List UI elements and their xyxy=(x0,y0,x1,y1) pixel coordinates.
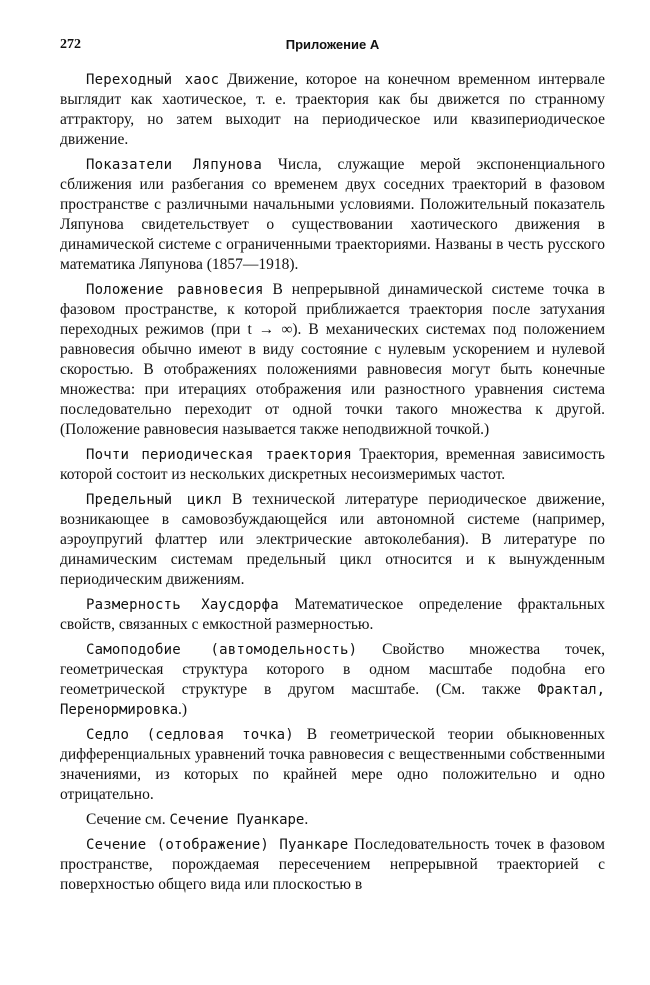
glossary-body xyxy=(60,70,605,900)
entry-definition: В непрерывной динамической системе точка в фазовом пространстве, к которой приближается траектория после затухания переходных режимов (при t → ∞). В механических системах под положением равновесия обычно имеют в виду состояние с нулевым ускорением и нулевой скоростью. В отображениях положениями равновесия могут быть конечные множества: при итерациях отображения или разностного уравнения система последовательно переходит от одной точки такого множества к другой. (Положение равновесия называется также неподвижной точкой.) xyxy=(60,281,605,438)
glossary-entry xyxy=(60,490,605,590)
glossary-entry xyxy=(60,70,605,150)
running-title: Приложение А xyxy=(285,37,380,52)
glossary-entry xyxy=(60,725,605,805)
entry-definition-end: .) xyxy=(178,701,188,718)
entry-term: Положение равновесия xyxy=(86,282,264,298)
entry-definition: В технической литературе периодическое движение, возникающее в самовозбуждающейся или автономной системе (например, аэроупругий флаттер или электрические автоколебания). В литературе по динамическим системам предельный цикл относится и к вынужденным периодическим движениям. xyxy=(60,491,606,588)
entry-term: Переходный хаос xyxy=(86,72,220,88)
entry-term: Самоподобие (автомодельность) xyxy=(86,642,358,658)
entry-cross-reference: Фрактал, Перенормировка xyxy=(60,682,605,718)
glossary-entry xyxy=(60,445,605,485)
entry-definition: см. xyxy=(141,811,170,828)
entry-definition: Последовательность точек в фазовом пространстве, порождаемая пересечением непрерывной траекторией с поверхностью общего вида или плоскостью в xyxy=(60,836,605,893)
entry-term: Седло (седловая точка) xyxy=(86,727,294,743)
entry-definition-end: . xyxy=(304,811,309,828)
entry-definition: В геометрической теории обыкновенных дифференциальных уравнений точка равновесия с вещественными собственными значениями, из которых по крайней мере одно положительно и одно отрицательно. xyxy=(60,726,605,803)
entry-term: Почти периодическая траектория xyxy=(86,447,352,463)
entry-definition: Траектория, временная зависимость которой состоит из нескольких дискретных несоизмеримых частот. xyxy=(60,446,605,483)
entry-definition: Движение, которое на конечном временном интервале выглядит как хаотическое, т. е. траектория как бы движется по странному аттрактору, но затем выходит на периодическое или квазипериодическое движение. xyxy=(60,71,605,148)
glossary-entry xyxy=(60,640,605,720)
page-number: 272 xyxy=(60,37,81,52)
entry-definition: Свойство множества точек, геометрическая структура которого в одном масштабе подобна его геометрической структуре в другом масштабе. (См. также xyxy=(60,641,605,698)
glossary-entry xyxy=(60,280,605,440)
entry-term: Показатели Ляпунова xyxy=(86,157,262,173)
glossary-entry xyxy=(60,595,605,635)
entry-cross-reference: Сечение Пуанкаре xyxy=(169,812,305,828)
entry-term: Предельный цикл xyxy=(86,492,222,508)
glossary-entry xyxy=(60,155,605,275)
glossary-entry xyxy=(60,835,605,895)
glossary-entry xyxy=(60,810,605,830)
entry-definition: Математическое определение фрактальных свойств, связанных с емкостной размерностью. xyxy=(60,596,605,633)
entry-definition: Числа, служащие мерой экспоненциального сближения или разбегания со временем двух соседних траекторий в фазовом пространстве с различными начальными условиями. Положительный показатель Ляпунова свидетельствует о существовании хаотического движения в динамической системе с ограниченными траекториями. Названы в честь русского математика Ляпунова (1857—1918). xyxy=(60,156,605,273)
page-header xyxy=(60,37,605,57)
entry-term: Сечение (отображение) Пуанкаре xyxy=(86,837,349,853)
entry-term: Сечение xyxy=(86,811,142,828)
entry-term: Размерность Хаусдорфа xyxy=(86,597,279,613)
